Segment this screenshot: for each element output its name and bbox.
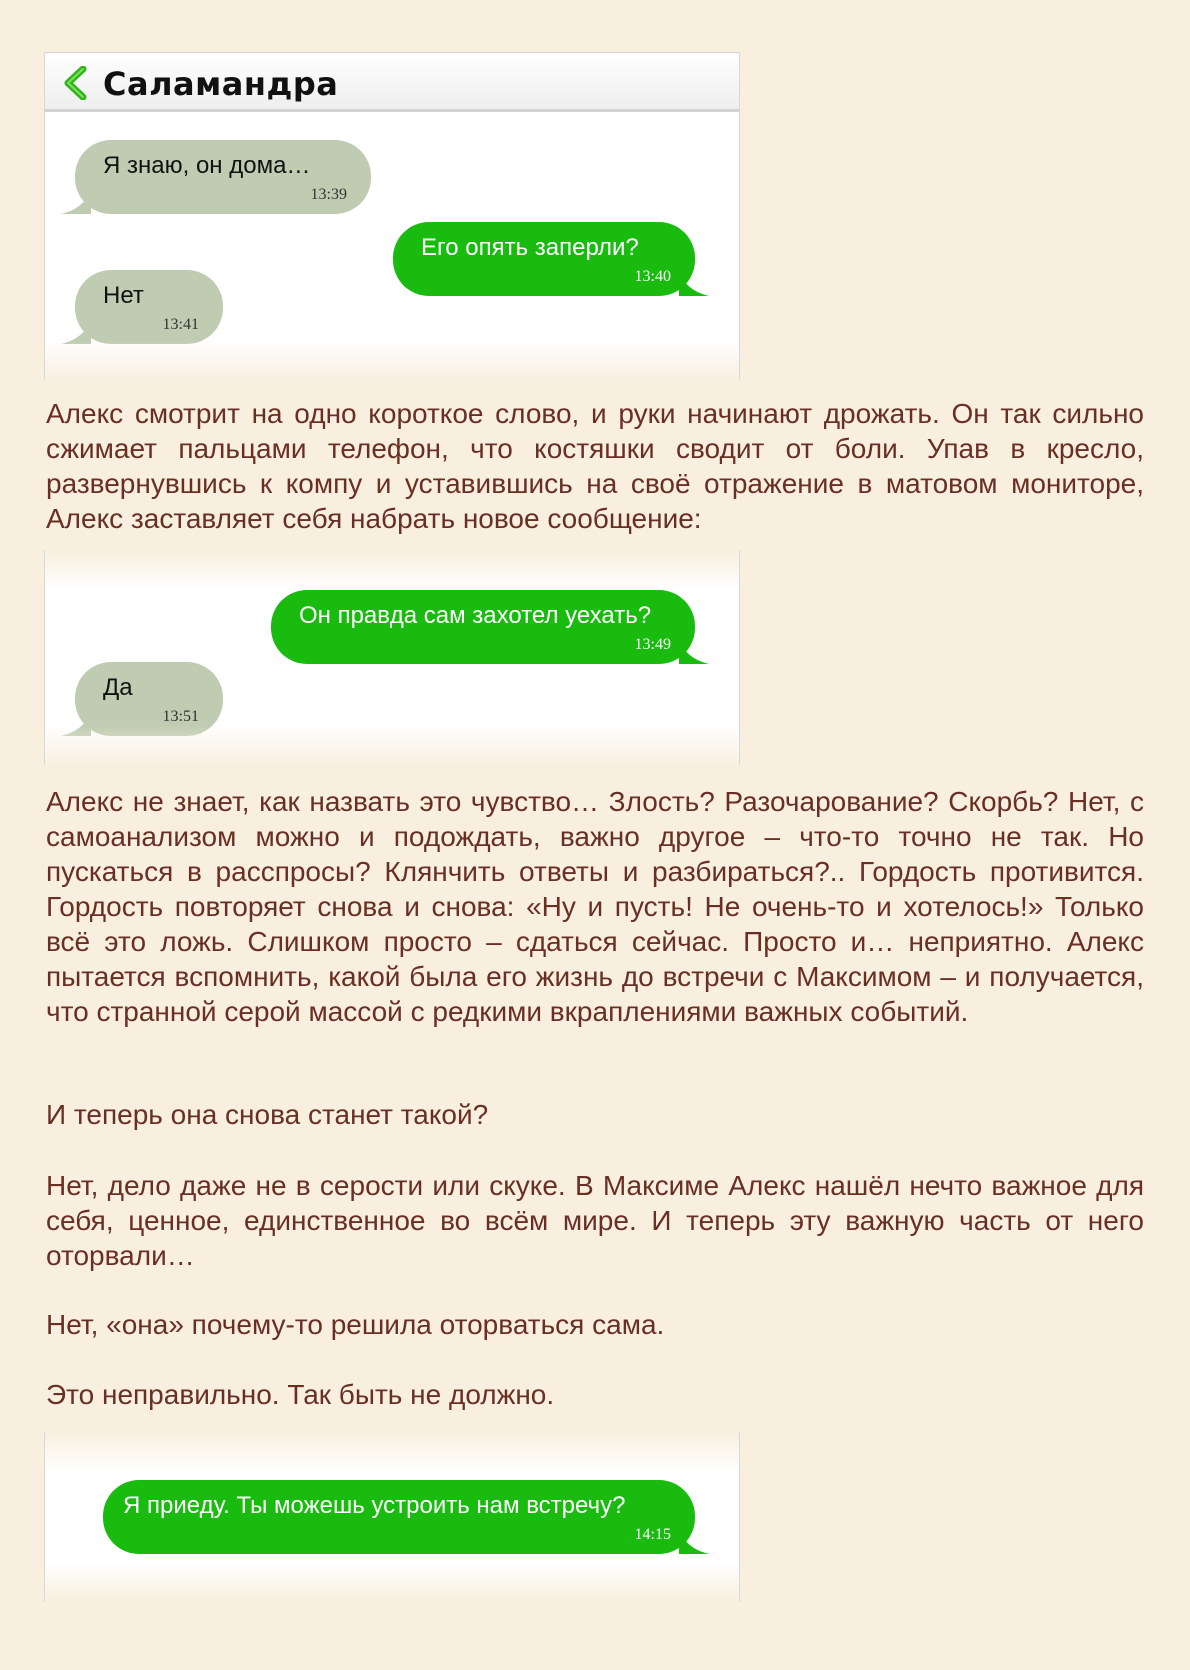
chat-panel-1: [44, 52, 740, 380]
message-time: 13:39: [310, 186, 347, 203]
message-text: Он правда сам захотел уехать?: [299, 602, 652, 629]
story-paragraph: Алекс смотрит на одно короткое слово, и руки начинают дрожать. Он так сильно сжимает пальцами телефон, что костяшки сводит от боли. Упав в кресло, развернувшись к компу и уставившись на своё отражение в матовом мониторе, Алекс заставляет себя набрать новое сообщение:: [46, 398, 1144, 534]
message-text: Я знаю, он дома…: [103, 152, 311, 179]
bubble-tail: [679, 638, 709, 664]
story-paragraph: И теперь она снова станет такой?: [46, 1099, 489, 1130]
message-outgoing: [271, 590, 695, 664]
message-text: Его опять заперли?: [421, 234, 639, 261]
chat-panel-2: [44, 550, 740, 765]
contact-name: Саламандра: [103, 65, 339, 103]
story-paragraph: Нет, «она» почему-то решила оторваться сама.: [46, 1309, 665, 1340]
message-time: 13:41: [162, 316, 199, 333]
back-arrow-icon[interactable]: [61, 66, 89, 100]
message-text: Нет: [103, 282, 144, 309]
message-time: 14:15: [634, 1526, 671, 1543]
bubble-tail: [679, 1528, 709, 1554]
story-paragraph: Нет, дело даже не в серости или скуке. В Максиме Алекс нашёл нечто важное для себя, ценное, единственное во всём мире. И теперь эту важную часть от него оторвали…: [46, 1170, 1144, 1271]
message-text: Да: [103, 674, 133, 701]
story-paragraph: Это неправильно. Так быть не должно.: [46, 1379, 555, 1410]
chat-panel-3: [44, 1432, 740, 1602]
story-paragraph: Алекс не знает, как назвать это чувство… Злость? Разочарование? Скорбь? Нет, с самоанализом можно и подождать, важно другое – что-то точно не так. Но пускаться в расспросы? Клянчить ответы и разбираться?.. Гордость противится. Гордость повторяет снова и снова: «Ну и пусть! Не очень-то и хотелось!» Только всё это ложь. Слишком просто – сдаться сейчас. Просто и… неприятно. Алекс пытается вспомнить, какой была его жизнь до встречи с Максимом – и получается, что странной серой массой с редкими вкраплениями важных событий.: [46, 786, 1144, 1027]
bubble-tail: [61, 188, 91, 214]
message-incoming: [75, 270, 223, 344]
message-incoming: [75, 662, 223, 736]
message-outgoing: [393, 222, 695, 296]
message-time: 13:51: [162, 708, 199, 725]
message-time: 13:49: [634, 636, 671, 653]
message-time: 13:40: [634, 268, 671, 285]
bubble-tail: [61, 710, 91, 736]
bubble-tail: [679, 270, 709, 296]
message-incoming: [75, 140, 371, 214]
message-text: Я приеду. Ты можешь устроить нам встречу?: [123, 1492, 626, 1519]
message-outgoing: [103, 1480, 695, 1554]
chat-header: [45, 52, 739, 112]
bubble-tail: [61, 318, 91, 344]
